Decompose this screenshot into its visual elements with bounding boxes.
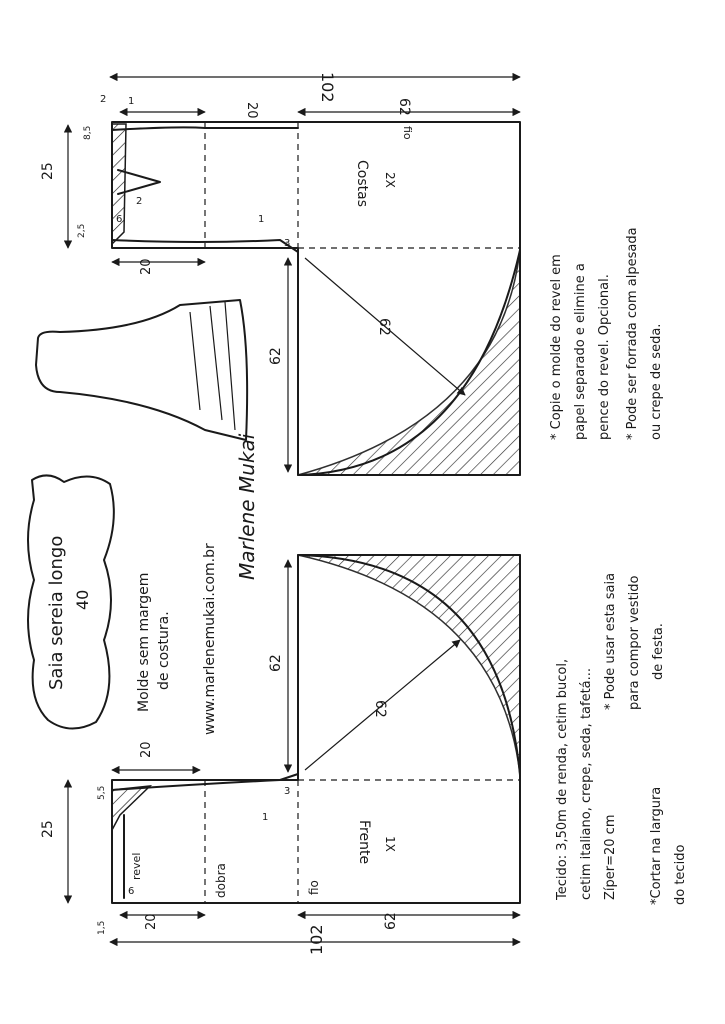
front-flare-radius-label: 62 [372,700,388,718]
front-grain-label: fio [307,880,321,895]
website-text: www.marlenemukai.com.br [202,543,218,735]
front-flare-hatch [298,555,520,775]
front-piece [40,555,520,955]
back-dart-width-label: 2 [136,196,143,207]
back-lower-length-label: 62 [396,98,412,116]
right-note-5: ou crepe de seda. [649,323,664,440]
back-dart-depth-label: 8,5 [83,125,93,140]
front-flare-height-label: 62 [268,654,284,672]
extra-note-1: * Pode usar esta saia [603,572,618,710]
front-waist-height-label: 25 [40,820,56,838]
back-flare-height-label: 62 [268,347,284,365]
front-facing-hatch [112,786,150,830]
right-note-1: * Copie o molde do revel em [549,254,564,440]
front-facing-label: revel [130,852,143,880]
front-total-length-label: 102 [307,924,326,955]
fabric-note-5: do tecido [673,844,688,905]
front-piece-label: Frente [356,820,372,865]
extra-note-2: para compor vestido [627,575,642,710]
back-piece-count: 2X [383,172,397,188]
back-total-length-label: 102 [318,72,337,103]
extra-note-3: de festa. [651,623,666,680]
back-flare-hatch [298,250,520,475]
front-lower-length-label: 62 [383,912,399,930]
front-piece-count: 1X [383,836,397,852]
fabric-note-3: Zíper=20 cm [603,814,618,900]
back-flare-radius-label: 62 [376,318,392,336]
mold-note-line-1: Molde sem margem [136,572,152,712]
right-note-2: papel separado e elimine a [573,263,588,440]
right-note-4: * Pode ser forrada com alpesada [625,227,640,440]
mold-note-line-2: de costura. [156,611,172,690]
back-piece-label: Costas [354,160,370,207]
back-side-1-label: 1 [128,96,135,107]
right-note-3: pence do revel. Opcional. [597,274,612,440]
front-side-a-label: 5,5 [97,785,107,800]
title-cloud [28,475,114,728]
back-waist-drop-label: 2 [100,94,107,105]
front-facing-width-label: 6 [128,886,135,897]
mermaid-skirt-sketch [36,300,247,440]
back-hip-drop-label: 20 [244,102,259,119]
back-waist-height-label: 25 [40,162,56,180]
fabric-note-1: Tecido: 3,50m de renda, cetim bucol, [555,658,570,900]
back-piece [40,72,520,475]
title-line-2: 40 [73,589,92,610]
front-hip-width-label: 20 [139,741,154,758]
fabric-note-4: *Cortar na largura [649,786,664,905]
back-point-3-label: 3 [284,238,291,249]
front-side-b-label: 1,5 [97,920,107,935]
signature: Marlene Mukai [235,433,259,580]
back-facing-hatch [112,124,126,244]
back-grain-label: fio [401,126,414,140]
title-line-1: Saia sereia longo [46,535,67,690]
back-hip-width-label: 20 [139,258,154,275]
front-point-1-label: 1 [262,812,269,823]
front-fold-label: dobra [214,863,228,898]
fabric-note-2: cetim italiano, crepe, seda, tafetá... [579,667,594,900]
front-hip-drop-label: 20 [144,913,159,930]
back-facing-width-label: 6 [116,214,123,225]
front-point-3-label: 3 [284,786,291,797]
back-width-small-label: 2,5 [77,223,87,238]
back-point-1-label: 1 [258,214,265,225]
